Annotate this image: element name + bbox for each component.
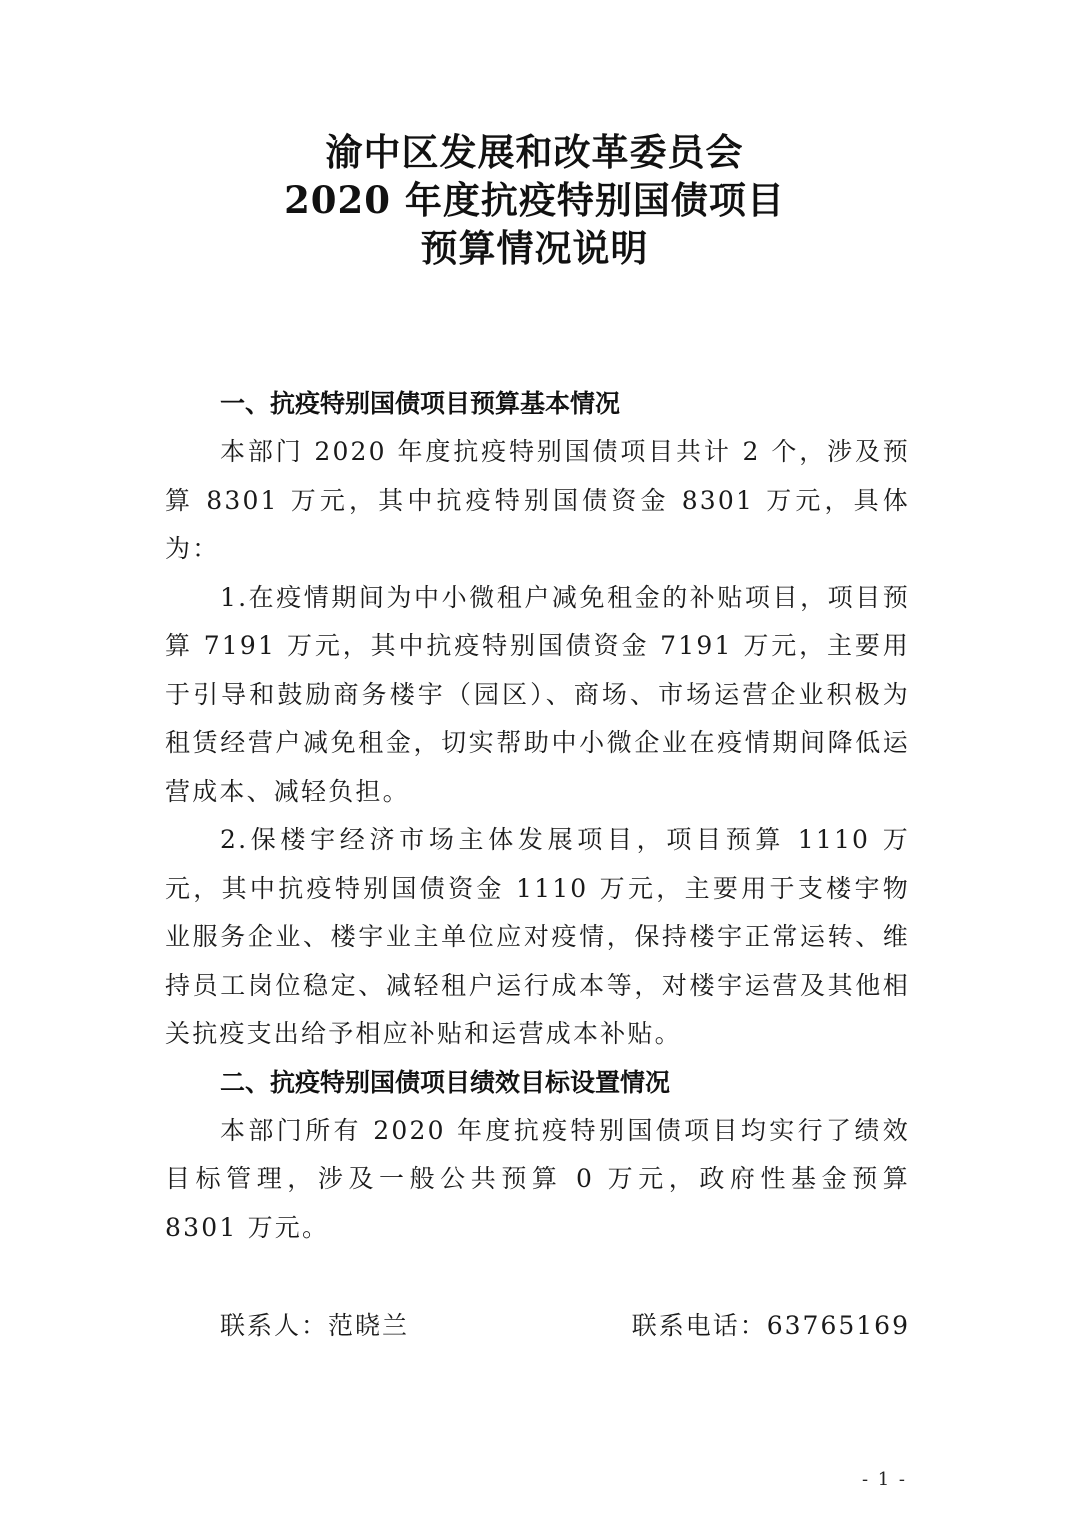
section-heading: 一、抗疫特别国债项目预算基本情况 [220, 389, 621, 418]
document-title [0, 128, 1069, 272]
title-line-1: 渝中区发展和改革委员会 [325, 130, 744, 174]
document-body [165, 380, 910, 1252]
title-line-2: 2020 年度抗疫特别国债项目 [284, 178, 785, 222]
paragraph: 1.在疫情期间为中小微租户减免租金的补贴项目，项目预算 7191 万元，其中抗疫特别国债资金 7191 万元，主要用于引导和鼓励商务楼宇（园区）、商场、市场运营企业积极为租赁经营户减免租金，切实帮助中小微企业在疫情期间降低运营成本、减轻负担。 [165, 582, 910, 806]
section-2 [165, 1059, 910, 1253]
contact-info [220, 1306, 910, 1346]
section-1 [165, 380, 910, 1059]
paragraph: 本部门 2020 年度抗疫特别国债项目共计 2 个，涉及预算 8301 万元，其中抗疫特别国债资金 8301 万元，具体为： [165, 437, 910, 563]
page-number: - 1 - [861, 1469, 907, 1490]
title-line-3: 预算情况说明 [420, 226, 649, 270]
contact-person: 联系人：范晓兰 [220, 1311, 410, 1340]
contact-phone: 联系电话：63765169 [631, 1311, 910, 1340]
section-heading: 二、抗疫特别国债项目绩效目标设置情况 [220, 1067, 671, 1097]
paragraph: 本部门所有 2020 年度抗疫特别国债项目均实行了绩效目标管理，涉及一般公共预算 0 万元，政府性基金预算 8301 万元。 [165, 1115, 910, 1242]
paragraph: 2.保楼宇经济市场主体发展项目，项目预算 1110 万元，其中抗疫特别国债资金 1110 万元，主要用于支楼宇物业服务企业、楼宇业主单位应对疫情，保持楼宇正常运转、维持员工岗位稳定、减轻租户运行成本等，对楼宇运营及其他相关抗疫支出给予相应补贴和运营成本补贴。 [165, 825, 910, 1048]
